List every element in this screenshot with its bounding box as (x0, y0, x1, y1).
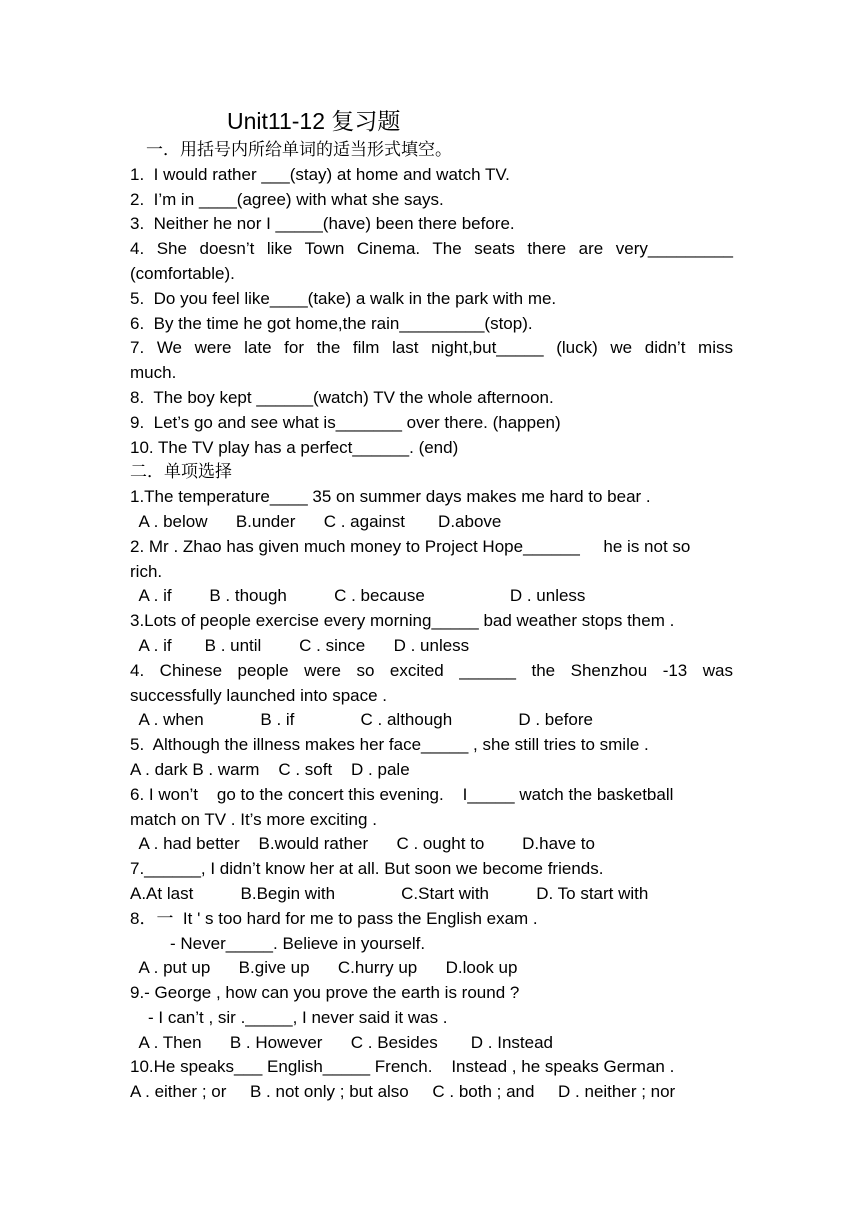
mc-question-6-cont: match on TV . It’s more exciting . (130, 809, 377, 829)
mc-options-1: A . below B.under C . against D.above (130, 511, 502, 531)
mc-question-7: 7.______, I didn’t know her at all. But soon we become friends. (130, 859, 604, 879)
mc-options-3: A . if B . until C . since D . unless (130, 635, 470, 655)
mc-question-10: 10.He speaks___ English_____ French. Instead , he speaks German . (130, 1057, 675, 1077)
fill-blank-item-7: 7. We were late for the film last night,but_____ (luck) we didn’t miss (130, 338, 733, 358)
section-2-heading: 二．单项选择 (130, 462, 232, 483)
fill-blank-item-6: 6. By the time he got home,the rain_________(stop). (130, 313, 533, 333)
mc-options-9: A . Then B . However C . Besides D . Instead (130, 1032, 553, 1052)
mc-question-4-cont: successfully launched into space . (130, 685, 388, 705)
mc-question-3: 3.Lots of people exercise every morning_____ bad weather stops them . (130, 611, 675, 631)
fill-blank-item-9: 9. Let’s go and see what is_______ over there. (happen) (130, 412, 561, 432)
mc-question-9: 9.- George , how can you prove the earth is round ? (130, 983, 520, 1003)
mc-options-4: A . when B . if C . although D . before (130, 710, 593, 730)
fill-blank-item-3: 3. Neither he nor I _____(have) been there before. (130, 214, 515, 234)
worksheet-title: Unit11-12 复习题 (227, 108, 401, 134)
fill-blank-item-1: 1. I would rather ___(stay) at home and watch TV. (130, 164, 510, 184)
section-1-heading: 一．用括号内所给单词的适当形式填空。 (146, 140, 452, 160)
mc-options-8: A . put up B.give up C.hurry up D.look up (130, 958, 518, 978)
mc-question-4: 4. Chinese people were so excited ______ the Shenzhou -13 was (130, 660, 733, 680)
fill-blank-item-8: 8. The boy kept ______(watch) TV the whole afternoon. (130, 387, 554, 407)
mc-question-1: 1.The temperature____ 35 on summer days makes me hard to bear . (130, 487, 651, 507)
mc-options-2: A . if B . though C . because D . unless (130, 586, 586, 606)
mc-question-2: 2. Mr . Zhao has given much money to Project Hope______ he is not so (130, 536, 691, 556)
fill-blank-item-7-cont: much. (130, 363, 177, 383)
mc-question-2-cont: rich. (130, 561, 163, 581)
mc-question-8-reply: - Never_____. Believe in yourself. (170, 933, 426, 953)
mc-options-5: A . dark B . warm C . soft D . pale (130, 759, 410, 779)
worksheet-page (130, 104, 733, 1105)
mc-options-6: A . had better B.would rather C . ought to D.have to (130, 834, 595, 854)
fill-blank-item-4-cont: (comfortable). (130, 263, 235, 283)
fill-blank-item-4: 4. She doesn’t like Town Cinema. The seats there are very_________ (130, 239, 733, 259)
mc-question-9-reply: - I can’t , sir ._____, I never said it was . (148, 1007, 448, 1027)
fill-blank-item-2: 2. I’m in ____(agree) with what she says. (130, 189, 444, 209)
mc-options-10: A . either ; or B . not only ; but also C . both ; and D . neither ; nor (130, 1082, 676, 1102)
mc-question-6: 6. I won’t go to the concert this evening. I_____ watch the basketball (130, 784, 674, 804)
fill-blank-item-5: 5. Do you feel like____(take) a walk in the park with me. (130, 288, 557, 308)
mc-options-7: A.At last B.Begin with C.Start with D. To start with (130, 883, 649, 903)
fill-blank-item-10: 10. The TV play has a perfect______. (end) (130, 437, 459, 457)
mc-question-5: 5. Although the illness makes her face_____ , she still tries to smile . (130, 735, 649, 755)
mc-question-8: 8．一 It ' s too hard for me to pass the English exam . (130, 908, 538, 928)
